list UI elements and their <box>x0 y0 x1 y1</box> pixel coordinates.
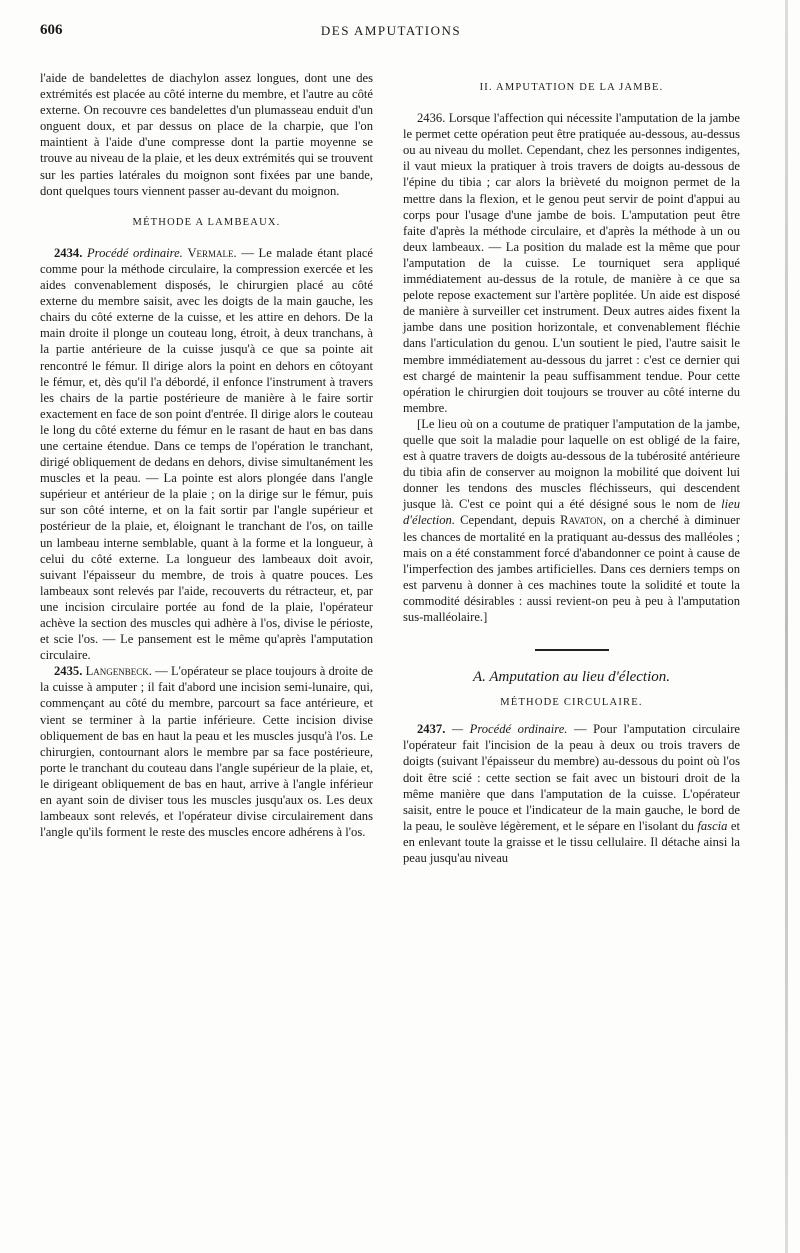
page-edge <box>785 0 788 1253</box>
subsection-title: A. Amputation au lieu d'élection. <box>472 669 671 686</box>
paragraph-intro: l'aide de bandelettes de diachylon assez longues, dont une des extrémités est placée au côté interne du membre, et l'autre au côté externe. On recouvre ces bandelettes d'un plumasseau enduit d'un onguent doux, et par dessus on place de la charpie, que l'on maintient à l'aide d'une compresse dont la partie moyenne se trouve au niveau de la plaie, et les deux extrémités qui se trouvent sur les parties latérales du moignon sont fixées par une bande, dont quelques tours viennent passer au-devant du moignon. <box>40 71 373 198</box>
paragraph-bracket-note <box>403 416 740 625</box>
paragraph-text: — Le malade étant placé comme pour la méthode circulaire, la compression exercée et les aides convenablement disposés, le chirurgien placé au côté externe du membre saisit, avec les doigts de la main gauche, les chairs du côté externe de la cuisse, et les attire en dehors. De la main droite il plonge un couteau long, étroit, à deux tranchans, à la partie antérieure de la cuisse jusqu'à ce que sa pointe ait rencontré le fémur. Il dirige alors la point en dehors en côtoyant le fémur, et, dès qu'il l'a débordé, il enfonce l'instrument à travers les chairs de la partie postérieure de manière à le faire sortir exactement en face de son point d'entrée. Il dirige alors le couteau le long du côté externe du fémur en le rasant de haut en bas dans une certaine étendue. Dans ce temps de l'opération le tranchant, dirigé obliquement de dedans en dehors, divise simultanément les muscles et la peau. — La pointe est alors plongée dans l'angle supérieur et antérieur de la plaie ; on la dirige sur le fémur, puis sur son côté interne, et on la fait sortir par l'angle supérieur et postérieur de la plaie, et, éloignant le tranchant de l'os, on taille un lambeau interne semblable, quant à la forme et la longueur, à celui du côté externe. La longueur des lambeaux doit avoir, suivant l'épaisseur du membre, de trois à quatre pouces. Les lambeaux sont relevés par l'aide, recouverts du rétracteur, et, par une incision circulaire portée au fond de la plaie, l'opérateur achève la section des muscles qui adhère à l'os, divise le périoste, et scie l'os. — Le pansement est le même qu'après l'amputation circulaire. <box>40 245 373 663</box>
paragraph-number: 2435. <box>54 664 83 679</box>
section-divider <box>535 649 609 651</box>
paragraph-text: et en enlevant toute la graisse et le tissu cellulaire. Il détache ainsi la peau jusqu'au niveau <box>403 818 740 866</box>
note-text: [Le lieu où on a coutume de pratiquer l'amputation de la jambe, quelle que soit la maladie pour laquelle on est obligé de la faire, est à quatre travers de doigts au-dessous de la tubérosité antérieure du tibia afin de conserver au moignon la mobilité que doivent lui donner les tendons des muscles fléchisseurs, qui descendent jusque là. C'est ce point qui a été désigné sous le nom de <box>403 416 740 512</box>
author-name: Vermale. <box>187 245 237 260</box>
paragraph-number: 2436. <box>417 111 446 126</box>
page-number: 606 <box>40 22 63 38</box>
procedure-label: Procédé ordinaire. <box>86 245 183 260</box>
paragraph-text: Lorsque l'affection qui nécessite l'amputation de la jambe le permet cette opération peut être pratiquée au-dessous, au-dessus ou au niveau du mollet. Cependant, chez les personnes indigentes, il vaut mieux la pratiquer à trois travers de doigts au-dessous de l'épine du tibia ; car alors la brièveté du moignon permet de la mettre dans la flexion, et le genou peut servir de point d'appui au corps pour l'usage d'une jambe de bois. L'amputation peut être faite d'après la méthode circulaire, et d'après la méthode à un ou deux lambeaux. — La position du malade est la même que pour l'amputation de la cuisse. Le tourniquet sera appliqué immédiatement au-dessus de la rotule, de manière à ce que sa pelote repose exactement sur l'artère poplitée. Un aide est disposé de manière à surveiller cet instrument. Deux autres aides fixent la jambe dans une position horizontale, et convenablement fléchie dans l'articulation du genou. L'un soutient le pied, l'autre saisit le membre immédiatement au-dessous du jarret : c'est ce dernier qui est chargé de maintenir la peau suffisamment tendue. Pour cette opération le chirurgien doit toujours se trouver au côté interne du membre. <box>403 111 740 415</box>
paragraph-text: — L'opérateur se place toujours à droite de la cuisse à amputer ; il fait d'abord une incision semi-lunaire, qui, commençant au côté du membre, parcourt sa face antérieure, et vient se terminer à la partie inférieure. Cette incision divise obliquement de bas en haut la peau et les muscles jusqu'à l'os. Le chirurgien, contournant alors le membre par sa face postérieure, porte le tranchant du couteau dans l'angle supérieur de la plaie, et, le dirigeant obliquement de bas en haut, arrive à l'angle inférieur en ayant soin de diviser tous les muscles jusqu'aux os. Les deux lambeaux sont relevés, et l'opérateur divise circulairement dans l'angle qu'ils forment le reste des muscles encore adhérens à l'os. <box>40 664 373 840</box>
paragraph-2434 <box>40 245 373 663</box>
method-title: MÉTHODE CIRCULAIRE. <box>500 697 643 709</box>
right-column <box>403 70 740 866</box>
author-name: Ravaton, <box>560 513 607 528</box>
section-title-lambeaux: MÉTHODE A LAMBEAUX. <box>132 216 281 228</box>
running-title: DES AMPUTATIONS <box>320 23 462 38</box>
paragraph-number: 2437. <box>417 722 446 737</box>
paragraph-number: 2434. <box>54 245 83 260</box>
note-text: Cependant, depuis <box>460 513 556 528</box>
section-title-jambe: II. AMPUTATION DE LA JAMBE. <box>479 82 664 93</box>
page-header <box>40 22 742 44</box>
paragraph-2435 <box>40 663 373 840</box>
paragraph-2437 <box>403 721 740 866</box>
note-text: on a cherché à diminuer les chances de mortalité en la pratiquant au-dessus des malléoles ; mais on a été constamment forcé d'abandonner ce point à cause de l'imperfection des jambes artificielles. Dans ces derniers temps on est parvenu à donner à ces machines toute la solidité et toute la commodité désirables : aussi revient-on peu à peu à l'amputation sus-malléolaire.] <box>403 513 740 624</box>
author-name: Langenbeck. <box>85 664 152 679</box>
paragraph-2436 <box>403 110 740 416</box>
left-column <box>40 70 373 840</box>
note-italic: lieu d'élection. <box>403 497 740 528</box>
procedure-label: — Procédé ordinaire. <box>451 722 568 737</box>
paragraph-text: — Pour l'amputation circulaire l'opérateur fait l'incision de la peau à deux ou trois travers de doigts (suivant l'épaisseur du membre) au-dessous du point où l'os doit être scié : cette section se fait avec un bistouri droit de la même manière que dans l'amputation de la cuisse. L'opérateur saisit, entre le pouce et l'indicateur de la main gauche, le bord de la peau, le soulève légèrement, et le sépare en l'isolant du <box>403 722 740 833</box>
term-italic: fascia <box>697 818 728 833</box>
